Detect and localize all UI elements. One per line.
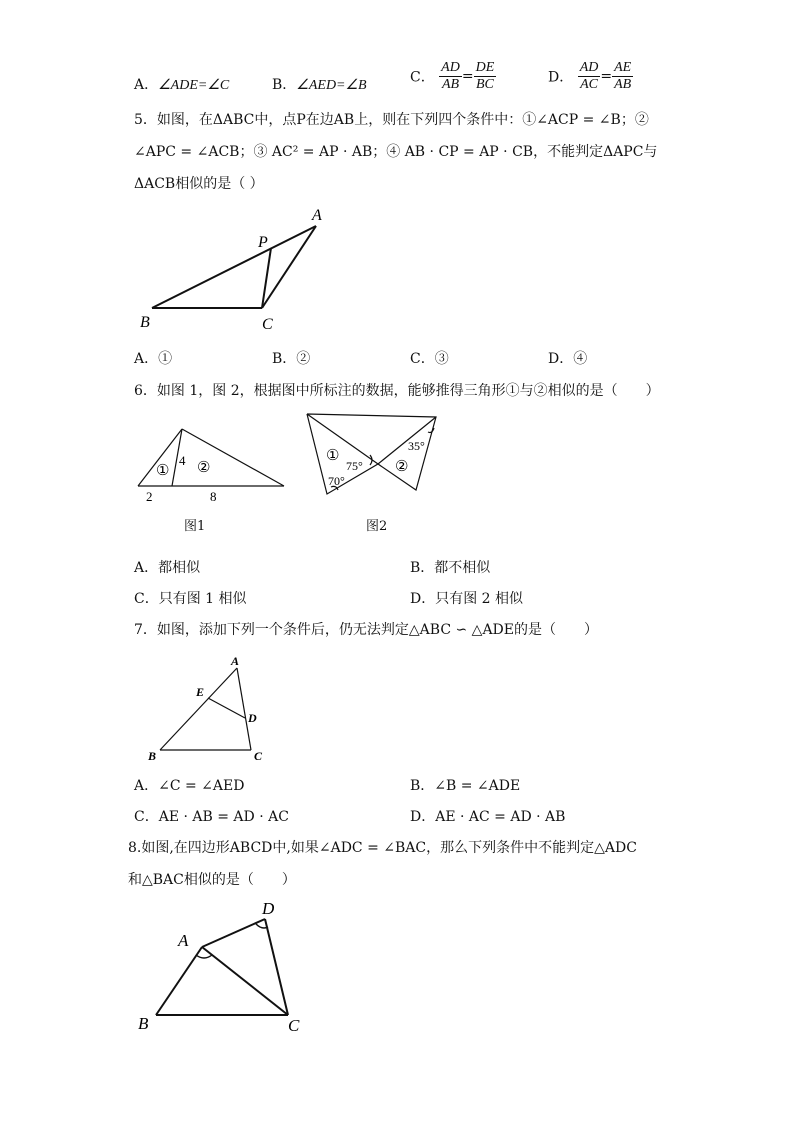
q4-option-c[interactable]: C． $\frac{AD}{AB}$ = $\frac{DE}{BC}$ <box>410 60 495 92</box>
q7-stem: 7．如图，添加下列一个条件后，仍无法判定△ABC ∽ △ADE的是（ ） <box>134 622 598 638</box>
angle-75-label: 75° <box>346 459 363 473</box>
q6-figure2-caption: 图2 <box>366 519 388 534</box>
label-a: A <box>312 207 322 224</box>
segment-ca <box>262 226 316 308</box>
q7-option-a[interactable]: A．∠C = ∠AED <box>134 778 245 794</box>
label-c: C <box>254 749 263 763</box>
label-d: D <box>262 899 275 918</box>
segment-ba <box>152 226 316 308</box>
q6-option-b[interactable]: B．都不相似 <box>410 560 491 576</box>
triangle-1-mark: ① <box>156 463 170 479</box>
angle-35-label: 35° <box>408 439 425 453</box>
q5-stem-line1: 5．如图，在ΔABC中，点P在边AB上，则在下列四个条件中：①∠ACP = ∠B；② <box>134 112 649 128</box>
label-b: B <box>148 749 157 763</box>
q6-figure1 <box>134 425 294 515</box>
q7-option-d[interactable]: D．AE · AC = AD · AB <box>410 809 566 825</box>
q4-option-b[interactable]: B．∠AED=∠B <box>272 77 367 93</box>
q5-option-a[interactable]: A．① <box>134 351 173 367</box>
q6-stem: 6．如图 1，图 2，根据图中所标注的数据，能够推得三角形①与②相似的是（ ） <box>134 383 660 399</box>
fraction: $\frac{AD}{AC}$ <box>579 60 599 92</box>
q4-option-d[interactable]: D． $\frac{AD}{AC}$ = $\frac{AE}{AB}$ <box>548 60 632 92</box>
q5-option-d[interactable]: D．④ <box>548 351 588 367</box>
label-p: P <box>258 234 268 251</box>
q6-figure2 <box>300 408 450 498</box>
height-label: 4 <box>179 453 186 468</box>
base2-label: 8 <box>210 489 217 504</box>
base1-label: 2 <box>146 489 153 504</box>
q5-option-c[interactable]: C．③ <box>410 351 449 367</box>
label-c: C <box>262 316 273 333</box>
triangle-1-mark: ① <box>326 448 340 464</box>
label-e: E <box>196 685 205 699</box>
triangle-2-mark: ② <box>395 459 409 475</box>
q8-figure <box>134 897 334 1037</box>
angle-70-label: 70° <box>328 474 345 488</box>
triangle-2-mark: ② <box>197 460 211 476</box>
q7-figure <box>140 650 270 765</box>
q7-option-c[interactable]: C．AE · AB = AD · AC <box>134 809 289 825</box>
q6-figure1-caption: 图1 <box>184 519 206 534</box>
q5-option-b[interactable]: B．② <box>272 351 311 367</box>
label-a: A <box>231 654 240 668</box>
label-a: A <box>178 931 189 950</box>
q4-option-a[interactable]: A．∠ADE=∠C <box>134 77 230 93</box>
q7-option-b[interactable]: B．∠B = ∠ADE <box>410 778 521 794</box>
label-c: C <box>288 1016 300 1035</box>
q5-stem-line2: ∠APC = ∠ACB；③ AC² = AP · AB；④ AB · CP = AP · CB，不能判定ΔAPC与 <box>134 144 658 160</box>
q6-option-a[interactable]: A．都相似 <box>134 560 201 576</box>
segment-cp <box>262 248 271 308</box>
q8-stem-line2: 和△BAC相似的是（ ） <box>128 872 296 888</box>
q6-option-c[interactable]: C．只有图 1 相似 <box>134 591 247 607</box>
q6-option-d[interactable]: D．只有图 2 相似 <box>410 591 524 607</box>
q5-figure <box>130 200 330 333</box>
label-d: D <box>248 711 257 725</box>
q5-stem-line3: ΔACB相似的是（ ） <box>134 176 264 192</box>
label-b: B <box>140 314 150 331</box>
label-b: B <box>138 1014 149 1033</box>
fraction: $\frac{AE}{AB}$ <box>614 60 632 92</box>
fraction: $\frac{AD}{AB}$ <box>441 60 460 92</box>
q8-stem-line1: 8.如图,在四边形ABCD中,如果∠ADC = ∠BAC，那么下列条件中不能判定△ADC <box>128 840 637 856</box>
fraction: $\frac{DE}{BC}$ <box>475 60 495 92</box>
